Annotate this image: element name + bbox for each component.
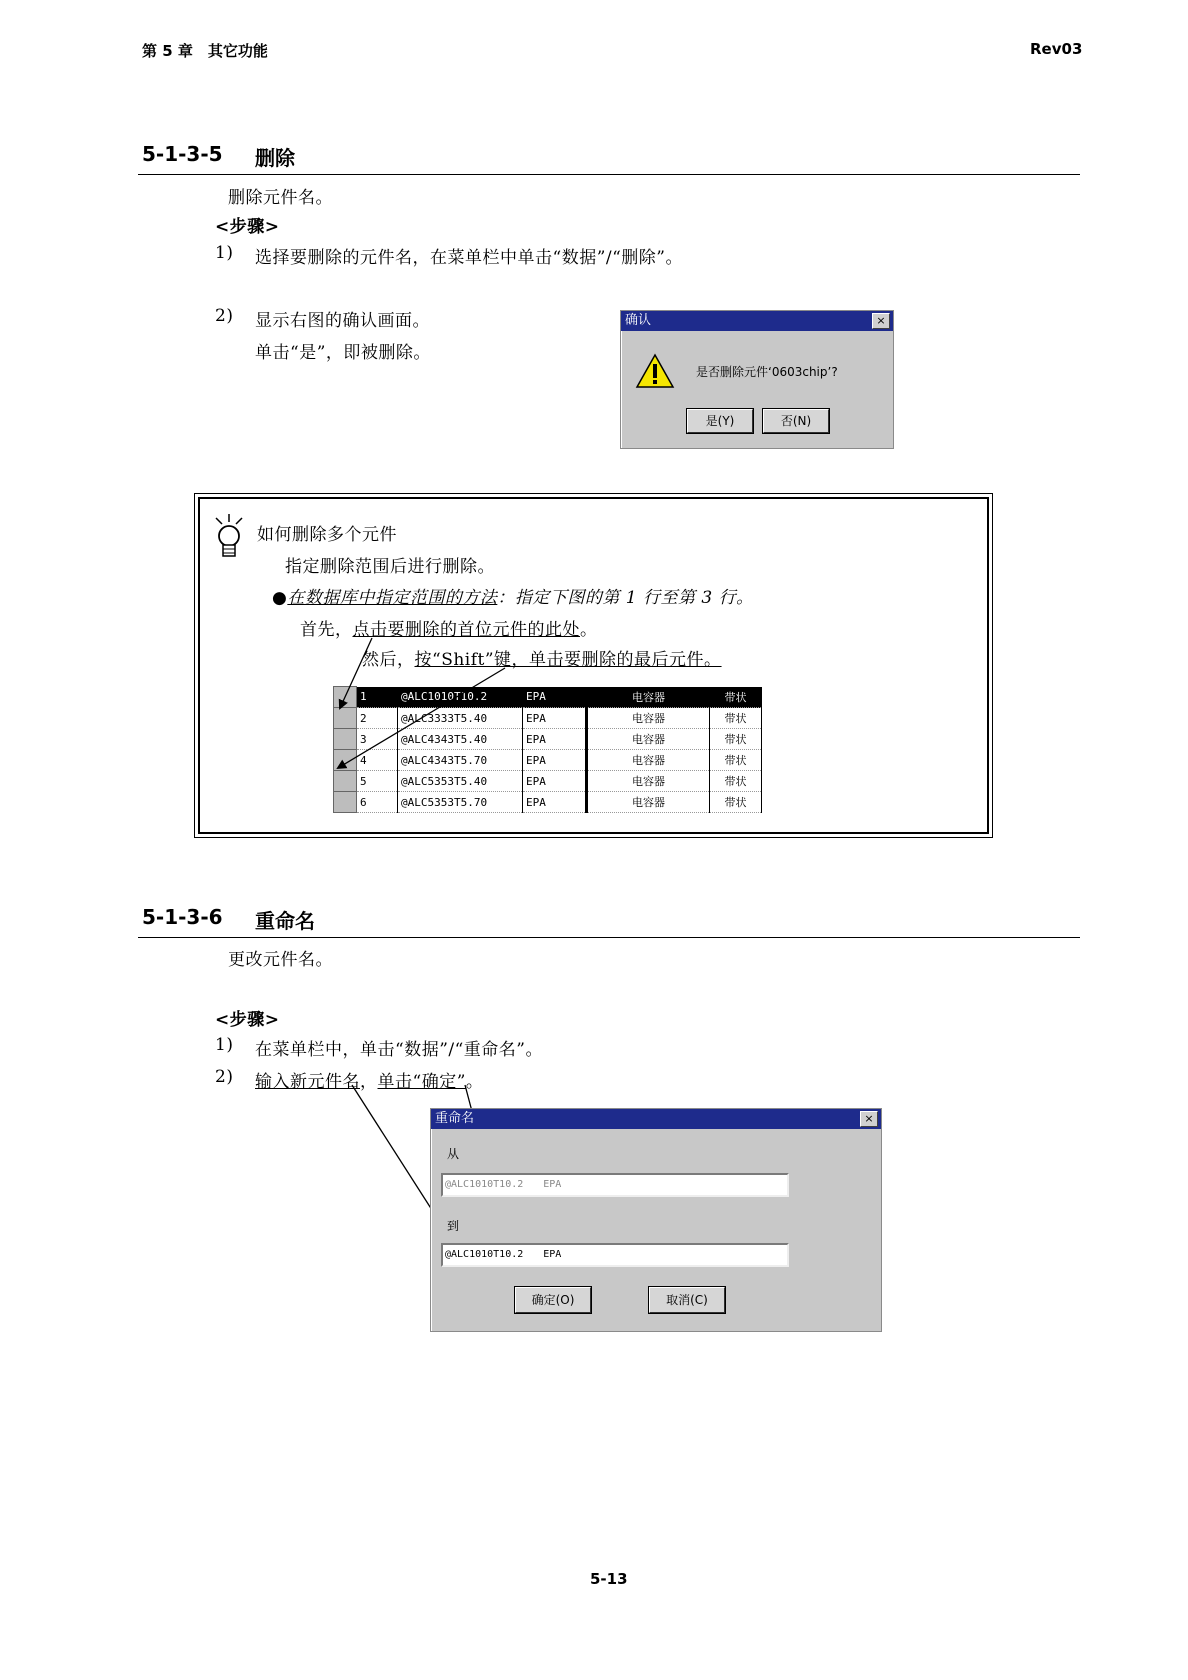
step-instruction: 输入新元件名 bbox=[255, 1072, 360, 1092]
row-number: 3 bbox=[357, 729, 398, 750]
dialog-title: 确认 bbox=[625, 313, 652, 328]
ok-button[interactable]: 确定(O) bbox=[515, 1287, 591, 1313]
cell-code: EPA bbox=[523, 729, 587, 750]
bullet: ● bbox=[272, 588, 288, 608]
arrow-first bbox=[340, 638, 372, 708]
cell-name: @ALC5353T5.70 bbox=[398, 792, 523, 813]
cell-type: 电容器 bbox=[587, 708, 710, 729]
cancel-button[interactable]: 取消(C) bbox=[649, 1287, 725, 1313]
text: 然后， bbox=[362, 650, 415, 670]
close-icon[interactable]: × bbox=[860, 1111, 878, 1127]
dialog-titlebar bbox=[431, 1109, 881, 1129]
method-text: ：指定下图的第 1 行至第 3 行。 bbox=[497, 588, 754, 608]
cell-code: EPA bbox=[523, 792, 587, 813]
cell-code: EPA bbox=[523, 687, 587, 708]
step-instruction: 单击“确定” bbox=[377, 1072, 466, 1092]
cell-code: EPA bbox=[523, 750, 587, 771]
then-instruction: 按“Shift”键，单击要删除的最后元件。 bbox=[414, 650, 722, 670]
cell-package: 带状 bbox=[710, 750, 762, 771]
cell-package: 带状 bbox=[710, 771, 762, 792]
cell-name: @ALC5353T5.40 bbox=[398, 771, 523, 792]
method-label: 在数据库中指定范围的方法 bbox=[287, 588, 498, 608]
section-number: 5-1-3-5 bbox=[142, 142, 223, 166]
step-text: 单击“是”，即被删除。 bbox=[255, 343, 431, 363]
cell-type: 电容器 bbox=[587, 687, 710, 708]
first-instruction: 点击要删除的首位元件的此处 bbox=[352, 620, 580, 640]
cell-type: 电容器 bbox=[587, 771, 710, 792]
cell-package: 带状 bbox=[710, 687, 762, 708]
close-icon[interactable]: × bbox=[872, 313, 890, 329]
section-description: 删除元件名。 bbox=[228, 188, 333, 208]
step-text bbox=[255, 1067, 483, 1092]
cell-name: @ALC4343T5.40 bbox=[398, 729, 523, 750]
from-label: 从 bbox=[447, 1147, 460, 1161]
step-number: 1) bbox=[215, 243, 234, 263]
cell-package: 带状 bbox=[710, 708, 762, 729]
from-field: @ALC1010T10.2 EPA bbox=[441, 1173, 789, 1197]
tip-heading: 如何删除多个元件 bbox=[257, 525, 397, 545]
cell-package: 带状 bbox=[710, 729, 762, 750]
section-description: 更改元件名。 bbox=[228, 950, 333, 970]
row-number: 2 bbox=[357, 708, 398, 729]
step-number: 2) bbox=[215, 1067, 234, 1087]
step-number: 2) bbox=[215, 306, 234, 326]
step-number: 1) bbox=[215, 1035, 234, 1055]
to-label: 到 bbox=[447, 1219, 460, 1233]
new-name-input[interactable]: @ALC1010T10.2 EPA bbox=[441, 1243, 789, 1267]
cell-name: @ALC3333T5.40 bbox=[398, 708, 523, 729]
cell-code: EPA bbox=[523, 708, 587, 729]
step-text: 显示右图的确认画面。 bbox=[255, 311, 430, 331]
tip-line: 指定删除范围后进行删除。 bbox=[285, 557, 495, 577]
section-rule bbox=[138, 937, 1080, 938]
steps-label: <步骤> bbox=[215, 217, 280, 237]
row-number: 5 bbox=[357, 771, 398, 792]
step-text: 在菜单栏中，单击“数据”/“重命名”。 bbox=[255, 1040, 543, 1060]
cell-code: EPA bbox=[523, 771, 587, 792]
no-button[interactable]: 否(N) bbox=[763, 409, 829, 433]
row-number: 1 bbox=[357, 687, 398, 708]
cell-name: @ALC4343T5.70 bbox=[398, 750, 523, 771]
cell-type: 电容器 bbox=[587, 792, 710, 813]
text: 。 bbox=[580, 620, 598, 640]
section-title: 删除 bbox=[255, 146, 295, 170]
page-number: 5-13 bbox=[590, 1570, 628, 1588]
steps-label: <步骤> bbox=[215, 1010, 280, 1030]
cell-type: 电容器 bbox=[587, 729, 710, 750]
section-number: 5-1-3-6 bbox=[142, 905, 223, 929]
text: ， bbox=[360, 1072, 378, 1092]
cell-name: @ALC1010T10.2 bbox=[398, 687, 523, 708]
chapter-header: 第 5 章 其它功能 bbox=[142, 42, 268, 60]
dialog-title: 重命名 bbox=[435, 1111, 475, 1126]
text: 首先， bbox=[300, 620, 353, 640]
step-text: 选择要删除的元件名，在菜单栏中单击“数据”/“删除”。 bbox=[255, 248, 683, 268]
arrow-last bbox=[338, 668, 505, 768]
rename-dialog bbox=[430, 1108, 882, 1332]
cell-type: 电容器 bbox=[587, 750, 710, 771]
cell-package: 带状 bbox=[710, 792, 762, 813]
text: 。 bbox=[465, 1072, 484, 1092]
revision-label: Rev03 bbox=[1030, 40, 1083, 58]
section-title: 重命名 bbox=[255, 909, 315, 933]
yes-button[interactable]: 是(Y) bbox=[687, 409, 753, 433]
dialog-message: 是否删除元件‘0603chip’? bbox=[696, 365, 838, 379]
row-number: 4 bbox=[357, 750, 398, 771]
row-number: 6 bbox=[357, 792, 398, 813]
